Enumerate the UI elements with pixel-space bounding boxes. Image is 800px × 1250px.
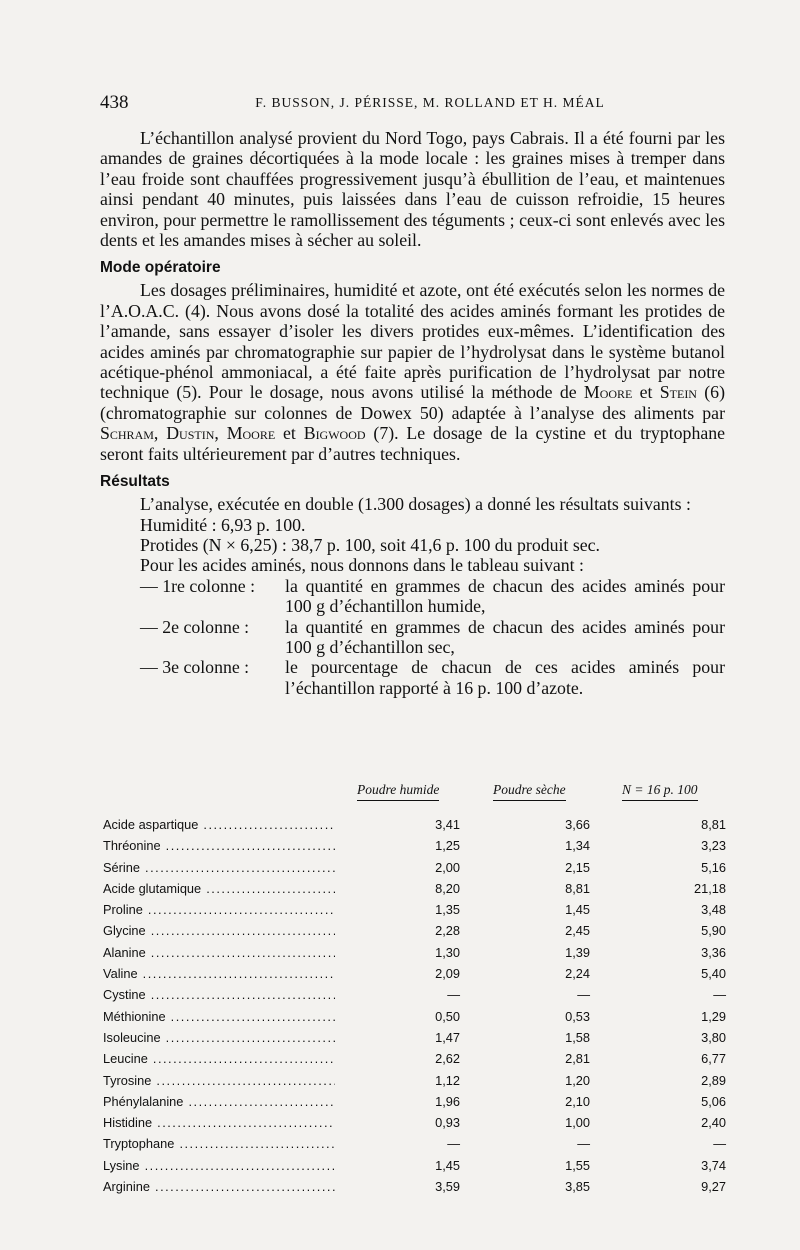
table-row: [100, 1027, 725, 1048]
table-body: [100, 814, 725, 1197]
value-wet: 1,47: [435, 1029, 460, 1045]
value-n16: 2,89: [701, 1072, 726, 1088]
table-row: [100, 1133, 725, 1154]
value-dry: 8,81: [565, 880, 590, 896]
intro-paragraph: L’échantillon analysé provient du Nord Togo, pays Cabrais. Il a été fourni par les amandes de graines décortiquées à la mode locale : les graines mises à tremper dans l’eau froide sont chauffées progressivement jusqu’à ébullition de l’eau, et maintenues ainsi pendant 40 minutes, puis laissées dans l’eau de cuisson refroidie, 15 heures environ, pour permettre le ramollissement des téguments ; ceux-ci sont enlevés avec les dents et les amandes mises à sécher au soleil.: [100, 128, 725, 251]
value-n16: 3,36: [701, 944, 726, 960]
amino-acid-name: Tyrosine .....: [103, 1070, 335, 1091]
value-dry: 2,10: [565, 1093, 590, 1109]
value-wet: 2,62: [435, 1051, 460, 1067]
amino-acid-name: Glycine .....: [103, 920, 335, 941]
column-description: — 1re colonne : la quantité en grammes de chacun des acides aminés pour 100 g d’échantillon humide,: [140, 575, 725, 617]
value-dry: 3,85: [565, 1179, 590, 1195]
value-n16: 8,81: [701, 817, 726, 832]
value-n16: 5,16: [701, 859, 726, 875]
table-row: [100, 920, 725, 941]
value-n16: 9,27: [701, 1179, 726, 1195]
protides-line: Protides (N × 6,25) : 38,7 p. 100, soit 41,6 p. 100 du produit sec.: [140, 534, 600, 555]
value-wet: 8,20: [435, 880, 460, 896]
amino-acid-name: Lysine .....: [103, 1155, 335, 1176]
value-wet: 2,09: [435, 966, 460, 982]
value-wet: 1,30: [435, 944, 460, 960]
table-row: [100, 1176, 725, 1197]
amino-acid-table: [100, 782, 726, 1195]
article-body: [100, 128, 725, 698]
authors-line: F. BUSSON, J. PÉRISSE, M. ROLLAND ET H. MÉAL: [255, 95, 605, 110]
value-wet: 1,45: [435, 1157, 460, 1173]
amino-acid-name: Alanine .....: [103, 942, 335, 963]
amino-acid-name: Cystine .....: [103, 984, 335, 1005]
column-description: — 3e colonne : le pourcentage de chacun de ces acides aminés pour l’échantillon rapporté à 16 p. 100 d’azote.: [140, 657, 725, 698]
page-number: 438: [100, 92, 129, 113]
value-dry: 1,34: [565, 838, 590, 854]
value-n16: 3,74: [701, 1157, 726, 1173]
value-n16: 6,77: [701, 1051, 726, 1067]
value-n16: 5,40: [701, 966, 726, 982]
amino-acid-name: Phénylalanine .....: [103, 1091, 335, 1112]
amino-acid-name: Histidine .....: [103, 1112, 335, 1133]
value-wet: 1,12: [435, 1072, 460, 1088]
value-n16: 3,48: [701, 902, 726, 918]
value-dry: 2,45: [565, 923, 590, 939]
table-header: [100, 782, 725, 806]
results-paragraph: L’analyse, exécutée en double (1.300 dosages) a donné les résultats suivants :: [140, 494, 691, 515]
value-n16: 2,40: [701, 1115, 726, 1131]
table-row: [100, 1048, 725, 1069]
value-dry: 1,58: [565, 1029, 590, 1045]
amino-acid-name: Tryptophane .....: [103, 1133, 335, 1154]
running-header: [100, 92, 700, 116]
value-dry: 1,00: [565, 1115, 590, 1131]
value-n16: 1,29: [701, 1008, 726, 1024]
value-dry: 3,66: [565, 817, 590, 832]
table-row: [100, 942, 725, 963]
column-header: Poudre humide: [357, 782, 439, 801]
amino-acid-name: Arginine .....: [103, 1176, 335, 1197]
amino-acid-name: Leucine .....: [103, 1048, 335, 1069]
value-n16: 3,23: [701, 838, 726, 854]
value-n16: 5,06: [701, 1093, 726, 1109]
value-n16: 3,80: [701, 1029, 726, 1045]
table-row: [100, 1112, 725, 1133]
table-row: [100, 835, 725, 856]
value-wet: 2,28: [435, 923, 460, 939]
value-dry: 2,81: [565, 1051, 590, 1067]
value-n16: —: [713, 1136, 726, 1152]
value-dry: 1,45: [565, 902, 590, 918]
value-wet: 1,96: [435, 1093, 460, 1109]
value-n16: 5,90: [701, 923, 726, 939]
amino-acid-name: Thréonine .....: [103, 835, 335, 856]
section-heading-results: Résultats: [100, 473, 170, 491]
amino-acid-name: Acide glutamique .....: [103, 878, 335, 899]
columns-intro: Pour les acides aminés, nous donnons dans le tableau suivant :: [140, 555, 584, 576]
table-row: [100, 1070, 725, 1091]
amino-acid-name: Acide aspartique .....: [103, 814, 335, 835]
value-dry: 2,24: [565, 966, 590, 982]
value-wet: 2,00: [435, 859, 460, 875]
table-row: [100, 857, 725, 878]
table-row: [100, 899, 725, 920]
value-wet: 3,59: [435, 1179, 460, 1195]
value-dry: 1,55: [565, 1157, 590, 1173]
amino-acid-name: Isoleucine .....: [103, 1027, 335, 1048]
value-wet: 3,41: [435, 817, 460, 832]
section-heading-mode: Mode opératoire: [100, 259, 221, 277]
table-row: [100, 963, 725, 984]
amino-acid-name: Sérine .....: [103, 857, 335, 878]
value-wet: —: [447, 1136, 460, 1152]
value-dry: —: [577, 987, 590, 1003]
value-wet: 0,93: [435, 1115, 460, 1131]
value-dry: 1,39: [565, 944, 590, 960]
amino-acid-name: Valine .....: [103, 963, 335, 984]
mode-paragraph: Les dosages préliminaires, humidité et azote, ont été exécutés selon les normes de l’A.O.A.C. (4). Nous avons dosé la totalité des acides aminés formant les protides de l’amande, sans essayer d’isoler les divers protides eux-mêmes. L’identification des acides aminés par chromatographie sur papier de l’hydrolysat dans le système butanol acétique-phénol ammoniacal, a été faite après purification de l’hydrolysat par notre technique (5). Pour le dosage, nous avons utilisé la méthode de Moore et Stein (6) (chromatographie sur colonnes de Dowex 50) adaptée à l’analyse des aliments par Schram, Dustin, Moore et Bigwood (7). Le dosage de la cystine et du tryptophane seront faits ultérieurement par d’autres techniques.: [100, 280, 726, 464]
column-description: — 2e colonne : la quantité en grammes de chacun des acides aminés pour 100 g d’échantillon sec,: [140, 616, 725, 657]
value-wet: 1,35: [435, 902, 460, 918]
value-wet: 0,50: [435, 1008, 460, 1024]
amino-acid-name: Méthionine .....: [103, 1006, 335, 1027]
humidity-line: Humidité : 6,93 p. 100.: [140, 514, 306, 535]
value-wet: —: [447, 987, 460, 1003]
value-dry: 2,15: [565, 859, 590, 875]
amino-acid-name: Proline .....: [103, 899, 335, 920]
table-row: [100, 1091, 725, 1112]
table-row: [100, 1006, 725, 1027]
value-dry: 1,20: [565, 1072, 590, 1088]
value-n16: —: [713, 987, 726, 1003]
value-dry: —: [577, 1136, 590, 1152]
table-row: [100, 1155, 725, 1176]
table-row: [100, 984, 725, 1005]
value-dry: 0,53: [565, 1008, 590, 1024]
table-row: [100, 814, 725, 835]
table-row: [100, 878, 725, 899]
value-n16: 21,18: [693, 880, 726, 896]
value-wet: 1,25: [435, 838, 460, 854]
column-header: N = 16 p. 100: [622, 782, 698, 801]
column-header: Poudre sèche: [493, 782, 566, 801]
